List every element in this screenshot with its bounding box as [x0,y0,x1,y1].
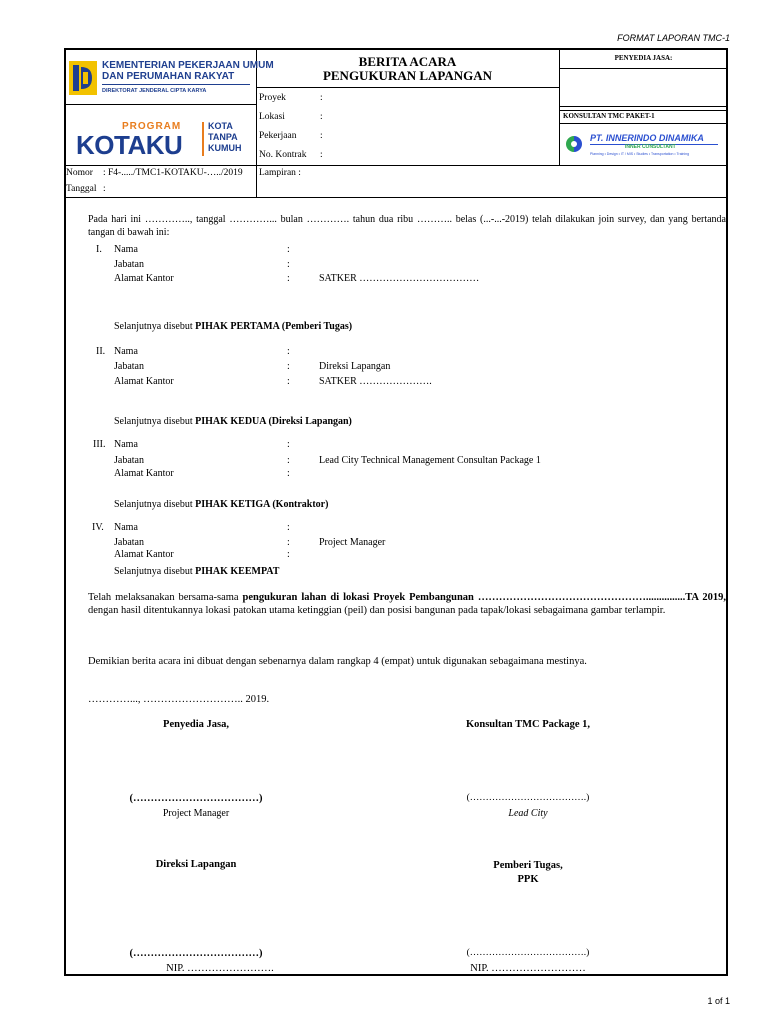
ministry-underline [102,84,250,85]
party-2-jabatan-value: Direksi Lapangan [319,361,391,372]
penyedia-label: PENYEDIA JASA: [614,54,673,62]
sign-penyedia-role: Project Manager [162,808,230,819]
party-1-alamat-colon: : [287,273,290,284]
party-2-designation-prefix: Selanjutnya disebut [114,416,196,427]
party-3-alamat-colon: : [287,468,290,479]
party-1-nama-colon: : [287,244,290,255]
kotaku-program-label: PROGRAM [122,121,182,132]
sign-direksi-title: Direksi Lapangan [155,859,237,870]
document-title [256,55,559,83]
ministry-line-2: DAN PERUMAHAN RAKYAT [102,71,235,82]
survey-text-b: pengukuran lahan di lokasi Proyek Pembangunan [242,592,474,603]
party-4-designation-prefix: Selanjutnya disebut [114,566,196,577]
kotaku-separator [202,122,204,156]
party-2-jabatan-label: Jabatan [114,361,144,372]
kotaku-tag-kumuh: KUMUH [208,143,242,153]
party-4-nama-colon: : [287,522,290,533]
party-1-jabatan-label: Jabatan [114,259,144,270]
tanggal-value: : [103,184,106,194]
company-logo-icon [566,135,582,153]
field-lokasi-label: Lokasi [259,112,285,122]
penyedia-divider [559,68,728,69]
party-3-designation-bold: PIHAK KETIGA (Kontraktor) [195,499,329,510]
party-3-designation-prefix: Selanjutnya disebut [114,499,196,510]
survey-paragraph [88,591,726,617]
company-tagline: Planning • Design • IT / MIS • Studies • Transportation • Training [590,152,690,156]
sign-direksi-blank: (………………………………) [129,948,263,959]
kotaku-logo-text: KOTAKU [76,130,183,160]
party-1-number: I. [96,244,102,255]
party-4-jabatan-label: Jabatan [114,537,144,548]
party-2-alamat-value: SATKER …………………. [319,376,432,387]
party-3-number: III. [93,439,106,450]
party-3-jabatan-value: Lead City Technical Management Consultan Package 1 [319,455,541,466]
page-number: 1 of 1 [707,996,730,1006]
title-divider [256,87,559,88]
field-proyek-label: Proyek [259,93,286,103]
logo-divider [64,104,256,105]
nomor-label: Nomor [66,168,93,178]
party-1-designation-bold: PIHAK PERTAMA (Pemberi Tugas) [195,321,353,332]
company-subtitle: INNER CONSULTANT [625,144,676,150]
party-1-alamat-label: Alamat Kantor [114,273,174,284]
party-1-designation [114,320,352,333]
field-pekerjaan-label: Pekerjaan [259,131,297,141]
konsultan-divider [559,123,728,124]
directorate-name: DIREKTORAT JENDERAL CIPTA KARYA [102,88,207,94]
party-1-jabatan-colon: : [287,259,290,270]
survey-text-a: Telah melaksanakan bersama-sama [88,592,243,603]
konsultan-top-line [559,106,728,107]
lampiran-label: Lampiran : [259,168,301,178]
sign-pemberi-line-2: PPK [517,874,539,885]
title-line-1: BERITA ACARA [358,54,457,69]
ministry-name [102,60,274,82]
party-4-nama-label: Nama [114,522,138,533]
sign-konsultan-role: Lead City [508,808,548,819]
sign-penyedia-title: Penyedia Jasa, [163,719,229,730]
field-lokasi-colon: : [320,112,323,122]
closing-paragraph: Demikian berita acara ini dibuat dengan sebenarnya dalam rangkap 4 (empat) untuk digunakan sebagaimana mestinya. [88,656,587,667]
party-3-nama-label: Nama [114,439,138,450]
field-proyek-colon: : [320,93,323,103]
header-bottom-line [64,197,728,198]
document-frame [64,48,728,976]
sign-direksi-nip: NIP. ……………………. [166,963,274,974]
party-3-designation [114,498,328,511]
party-2-nama-colon: : [287,346,290,357]
intro-paragraph: Pada hari ini ………….., tanggal …………... bulan …………. tahun dua ribu ……….. belas (...-...-2019) telah dilakukan join survey, dan yang bertanda tangan di bawah ini: [88,214,726,238]
party-1-designation-prefix: Selanjutnya disebut [114,321,196,332]
party-2-designation [114,415,352,428]
sign-pemberi-blank: (……………………………….) [466,948,590,958]
kotaku-tag-tanpa: TANPA [208,132,238,142]
party-1-alamat-value: SATKER ……………………………… [319,273,480,284]
party-4-jabatan-colon: : [287,537,290,548]
party-4-alamat-colon: : [287,549,290,560]
party-3-alamat-label: Alamat Kantor [114,468,174,479]
ministry-line-1: KEMENTERIAN PEKERJAAN UMUM [102,60,274,71]
sign-konsultan-blank: (……………………………….) [466,793,590,803]
company-name: PT. INNERINDO DINAMIKA [590,133,704,143]
party-4-designation [114,565,279,578]
sign-penyedia-blank: (………………………………) [129,793,263,804]
field-kontrak-colon: : [320,150,323,160]
tanggal-label: Tanggal [66,184,97,194]
header-divider [64,165,728,166]
kotaku-tagline [208,121,242,154]
field-pekerjaan-colon: : [320,131,323,141]
konsultan-label: KONSULTAN TMC PAKET-1 [563,112,655,120]
party-2-jabatan-colon: : [287,361,290,372]
ministry-logo-icon [68,59,98,97]
party-2-alamat-label: Alamat Kantor [114,376,174,387]
field-kontrak-label: No. Kontrak [259,150,307,160]
party-4-jabatan-value: Project Manager [319,537,386,548]
title-line-2: PENGUKURAN LAPANGAN [322,68,493,83]
nomor-value: : F4-...../TMC1-KOTAKU-…../2019 [103,168,243,178]
party-4-designation-bold: PIHAK KEEMPAT [195,566,280,577]
party-2-designation-bold: PIHAK KEDUA (Direksi Lapangan) [195,416,352,427]
party-1-nama-label: Nama [114,244,138,255]
survey-text-d: dengan hasil ditentukannya lokasi patokan utama ketinggian (peil) dan posisi bangunan pada tapak/lokasi sebagaimana gambar terlampir. [88,605,666,616]
survey-text-c: …………………………………………...............TA 2019, [477,592,726,603]
party-2-alamat-colon: : [287,376,290,387]
sign-pemberi-nip: NIP. ……………………… [470,963,586,974]
party-2-nama-label: Nama [114,346,138,357]
party-3-jabatan-label: Jabatan [114,455,144,466]
format-label: FORMAT LAPORAN TMC-1 [617,33,730,43]
date-line: …………..., ……………………….. 2019. [88,694,270,705]
party-2-number: II. [96,346,106,357]
sign-pemberi-title [428,859,628,887]
sign-konsultan-title: Konsultan TMC Package 1, [465,719,591,730]
sign-pemberi-line-1: Pemberi Tugas, [493,860,563,871]
party-4-alamat-label: Alamat Kantor [114,549,174,560]
konsultan-top-line-2 [559,110,728,111]
party-4-number: IV. [92,522,104,533]
kotaku-tag-kota: KOTA [208,121,233,131]
party-3-jabatan-colon: : [287,455,290,466]
party-3-nama-colon: : [287,439,290,450]
